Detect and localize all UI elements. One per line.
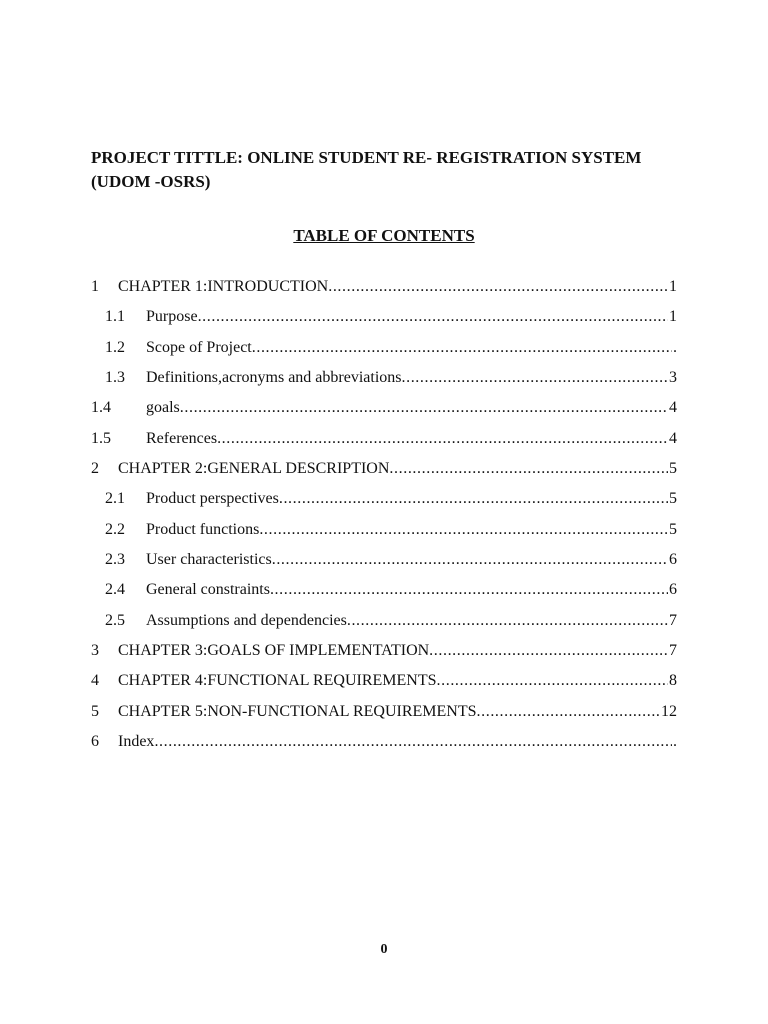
toc-entry-title: CHAPTER 3:GOALS OF IMPLEMENTATION xyxy=(118,642,430,660)
toc-entry-page: 7 xyxy=(669,642,677,660)
toc-entry-line xyxy=(118,670,677,692)
toc-entry-page: 5 xyxy=(669,460,677,478)
toc-entry[interactable] xyxy=(0,367,768,397)
toc-entry-number: 1.5 xyxy=(91,429,111,447)
toc-heading: TABLE OF CONTENTS xyxy=(293,226,475,245)
project-title-line-2: (UDOM -OSRS) xyxy=(91,172,211,191)
toc-entry-title: Product functions xyxy=(146,520,260,538)
toc-dot-leader xyxy=(429,640,668,662)
toc-entry-number: 2 xyxy=(91,460,99,478)
toc-entry-title: CHAPTER 4:FUNCTIONAL REQUIREMENTS xyxy=(118,672,437,690)
toc-entry-line xyxy=(146,397,677,419)
toc-entry[interactable] xyxy=(0,640,768,670)
toc-entry-number: 3 xyxy=(91,642,99,660)
toc-entry-title: goals xyxy=(146,399,180,417)
toc-entry-number: 1.2 xyxy=(105,338,125,356)
toc-entry[interactable] xyxy=(0,488,768,518)
toc-dot-leader xyxy=(252,337,672,359)
toc-entry[interactable] xyxy=(0,610,768,640)
toc-entry[interactable] xyxy=(0,337,768,367)
toc-entry-line xyxy=(146,519,677,541)
toc-entry-title: General constraints xyxy=(146,581,270,599)
toc-dot-leader xyxy=(389,458,668,480)
toc-entry-line xyxy=(118,276,677,298)
toc-entry-number: 2.5 xyxy=(105,611,125,629)
page-number: 0 xyxy=(380,942,388,957)
toc-entry-page: 1 xyxy=(669,278,677,295)
toc-dot-leader xyxy=(402,367,669,389)
toc-entry-line xyxy=(146,306,677,328)
toc-entry-page: 5 xyxy=(669,520,677,538)
toc-entry-title: Assumptions and dependencies xyxy=(146,611,347,629)
toc-entry-number: 2.3 xyxy=(105,551,125,569)
toc-entry-number: 2.2 xyxy=(105,520,125,538)
project-title-line-1: PROJECT TITTLE: ONLINE STUDENT RE- REGISTRATION SYSTEM xyxy=(91,148,642,167)
toc-entry[interactable] xyxy=(0,549,768,579)
toc-entry-title: CHAPTER 5:NON-FUNCTIONAL REQUIREMENTS xyxy=(118,702,477,720)
toc-dot-leader xyxy=(279,488,668,510)
toc-entry-page: 3 xyxy=(669,369,677,387)
toc-entry-page: 12 xyxy=(661,702,677,720)
toc-entry[interactable] xyxy=(0,397,768,427)
toc-dot-leader xyxy=(347,610,668,632)
toc-dot-leader xyxy=(270,579,668,601)
toc-entry-page: 4 xyxy=(669,399,677,417)
toc-entry-title: References xyxy=(146,429,218,447)
toc-entry-page: 1 xyxy=(669,308,677,326)
toc-entry-number: 4 xyxy=(91,672,99,690)
toc-entry[interactable] xyxy=(0,276,768,306)
toc-entry-number: 2.4 xyxy=(105,581,125,599)
toc-dot-leader xyxy=(217,428,668,450)
toc-dot-leader xyxy=(328,276,668,298)
toc-entry-line xyxy=(118,458,677,480)
toc-entry-title: Purpose xyxy=(146,308,198,326)
toc-entry-line xyxy=(118,731,677,753)
toc-entry[interactable] xyxy=(0,670,768,700)
toc-dot-leader xyxy=(272,549,668,571)
toc-entry[interactable] xyxy=(0,731,768,761)
toc-entry-line xyxy=(146,337,677,359)
toc-entry[interactable] xyxy=(0,579,768,609)
toc-entry[interactable] xyxy=(0,519,768,549)
toc-entry[interactable] xyxy=(0,701,768,731)
toc-dot-leader xyxy=(154,731,672,753)
toc-entry-page: 4 xyxy=(669,429,677,447)
toc-entry-page: 6 xyxy=(669,551,677,569)
toc-entry-number: 1.4 xyxy=(91,399,111,417)
toc-entry[interactable] xyxy=(0,458,768,488)
toc-entry-line xyxy=(146,579,677,601)
toc-dot-leader xyxy=(198,306,668,328)
toc-entry-line xyxy=(118,640,677,662)
toc-entry-page: . xyxy=(673,733,677,751)
toc-entry-number: 2.1 xyxy=(105,490,125,508)
toc-entry-title: Scope of Project xyxy=(146,338,252,356)
toc-entry-line xyxy=(146,610,677,632)
toc-entry-page: . xyxy=(673,338,677,356)
toc-entry-title: Index xyxy=(118,733,155,751)
toc-dot-leader xyxy=(259,519,668,541)
toc-dot-leader xyxy=(477,701,660,723)
toc-entry-number: 1.1 xyxy=(105,308,125,326)
toc-entry-line xyxy=(146,488,677,510)
project-title xyxy=(91,146,691,194)
toc-entry[interactable] xyxy=(0,428,768,458)
toc-entry-page: 5 xyxy=(669,490,677,508)
toc-entry-page: 6 xyxy=(669,581,677,599)
table-of-contents xyxy=(0,276,768,762)
toc-entry-number: 1.3 xyxy=(105,369,125,387)
toc-entry-title: User characteristics xyxy=(146,551,272,569)
toc-entry-title: CHAPTER 1:INTRODUCTION xyxy=(118,278,329,295)
toc-entry-line xyxy=(146,549,677,571)
toc-entry-page: 7 xyxy=(669,611,677,629)
toc-entry-line xyxy=(146,367,677,389)
toc-entry-number: 1 xyxy=(91,278,99,295)
toc-entry-title: CHAPTER 2:GENERAL DESCRIPTION xyxy=(118,460,390,478)
toc-entry-number: 5 xyxy=(91,702,99,720)
toc-entry-title: Definitions,acronyms and abbreviations xyxy=(146,369,402,387)
toc-dot-leader xyxy=(180,397,668,419)
toc-entry-title: Product perspectives xyxy=(146,490,279,508)
toc-entry-page: 8 xyxy=(669,672,677,690)
toc-dot-leader xyxy=(437,670,668,692)
toc-entry-number: 6 xyxy=(91,733,99,751)
toc-entry[interactable] xyxy=(0,306,768,336)
toc-entry-line xyxy=(146,428,677,450)
toc-entry-line xyxy=(118,701,677,723)
